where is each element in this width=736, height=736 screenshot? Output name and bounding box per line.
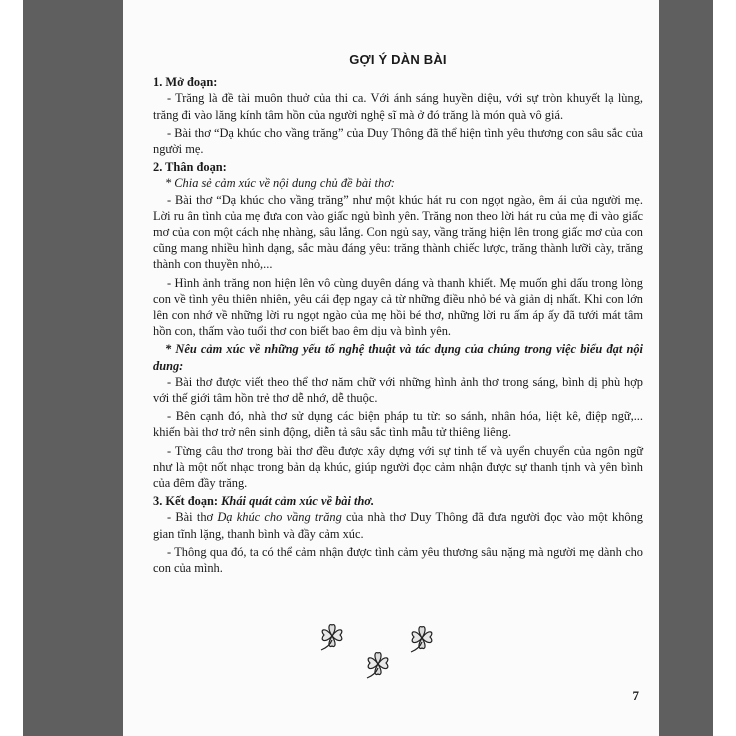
four-leaf-clover-icon (361, 650, 395, 680)
dark-border-left (23, 0, 123, 736)
paragraph: - Từng câu thơ trong bài thơ đều được xây dựng với sự tinh tế và uyển chuyển của ngôn ngữ như là một nốt nhạc trong bản dạ khúc, giúp người đọc cảm nhận được sự thanh tịnh và yên bình của đêm đầy trăng. (153, 443, 643, 491)
paragraph: - Trăng là đề tài muôn thuở của thi ca. Với ánh sáng huyền diệu, với sự tròn khuyết lạ lùng, trăng đi vào lăng kính tâm hồn của người nghệ sĩ mà ở đó trăng là món quà vô giá. (153, 91, 643, 122)
paragraph: - Thông qua đó, ta có thể cảm nhận được tình cảm yêu thương sâu nặng mà người mẹ dành cho con của mình. (153, 544, 643, 576)
page-number: 7 (632, 688, 639, 703)
section-2-heading: 2. Thân đoạn: (153, 160, 227, 175)
four-leaf-clover-icon (405, 624, 439, 654)
subsection-1-heading: * Chia sẻ cảm xúc về nội dung chủ đề bài thơ: (165, 176, 395, 191)
dark-border-right (659, 0, 713, 736)
poem-title: Dạ khúc cho vầng trăng (217, 510, 342, 525)
paragraph: - Hình ảnh trăng non hiện lên vô cùng duyên dáng và thanh khiết. Mẹ muốn ghi dấu trong lòng con về tình yêu thiên nhiên, yêu cái đẹp ngay cả từ những điều nhỏ bé và giản dị nhất. Khi con lớn lên con nhớ về những lời ru ngọt ngào của mẹ hồi bé thơ, những lời ru ấm áp ấy đã tưới mát tâm hồn con, thấm vào tuổi thơ con biết bao êm dịu và bình yên. (153, 275, 643, 339)
book-page (123, 0, 659, 736)
text-run: của nhà thơ Duy Thông đã đưa người đọc vào một không gian tĩnh lặng, thanh bình và đầy cảm xúc. (153, 510, 643, 541)
paragraph: - Bên cạnh đó, nhà thơ sử dụng các biện pháp tu từ: so sánh, nhân hóa, liệt kê, điệp ngữ,... khiến bài thơ trở nên sinh động, diễn tả sâu sắc tình mẫu tử thiêng liêng. (153, 409, 643, 440)
four-leaf-clover-icon (315, 622, 349, 652)
text-run: - Bài thơ (167, 510, 218, 525)
paragraph: - Bài thơ “Dạ khúc cho vầng trăng” của Duy Thông đã thể hiện tình yêu thương con sâu sắc của người mẹ. (153, 125, 643, 157)
ornament-group (123, 620, 659, 690)
paragraph: - Bài thơ “Dạ khúc cho vầng trăng” như một khúc hát ru con ngọt ngào, êm ái của người mẹ. Lời ru ân tình của mẹ đưa con vào giấc ngủ bình yên. Trăng non theo lời hát ru của mẹ đi vào giấc mơ của con một cách nhẹ nhàng, sâu lắng. Con ngủ say, vầng trăng hiện lên trong giấc mơ của con cũng mang nhiều hình dạng, sắc màu đáng yêu: trăng thành chiếc lược, trăng thành lưỡi cày, trăng thành con thuyền nhỏ,... (153, 192, 643, 272)
paragraph (153, 509, 643, 541)
page-title: GỢI Ý DÀN BÀI (349, 52, 447, 67)
section-3-heading-note: Khái quát cảm xúc về bài thơ. (221, 494, 375, 509)
page-content (153, 52, 643, 578)
subsection-2-heading: * Nêu cảm xúc về những yếu tố nghệ thuật và tác dụng của chúng trong việc biểu đạt nội dung: (153, 342, 643, 373)
paragraph: - Bài thơ được viết theo thể thơ năm chữ với những hình ảnh thơ trong sáng, bình dị phù hợp với thế giới tâm hồn trẻ thơ dễ nhớ, dễ thuộc. (153, 374, 643, 406)
section-1-heading: 1. Mở đoạn: (153, 75, 218, 90)
section-3-heading-label: 3. Kết đoạn: (153, 494, 219, 509)
section-3-heading (153, 493, 643, 509)
